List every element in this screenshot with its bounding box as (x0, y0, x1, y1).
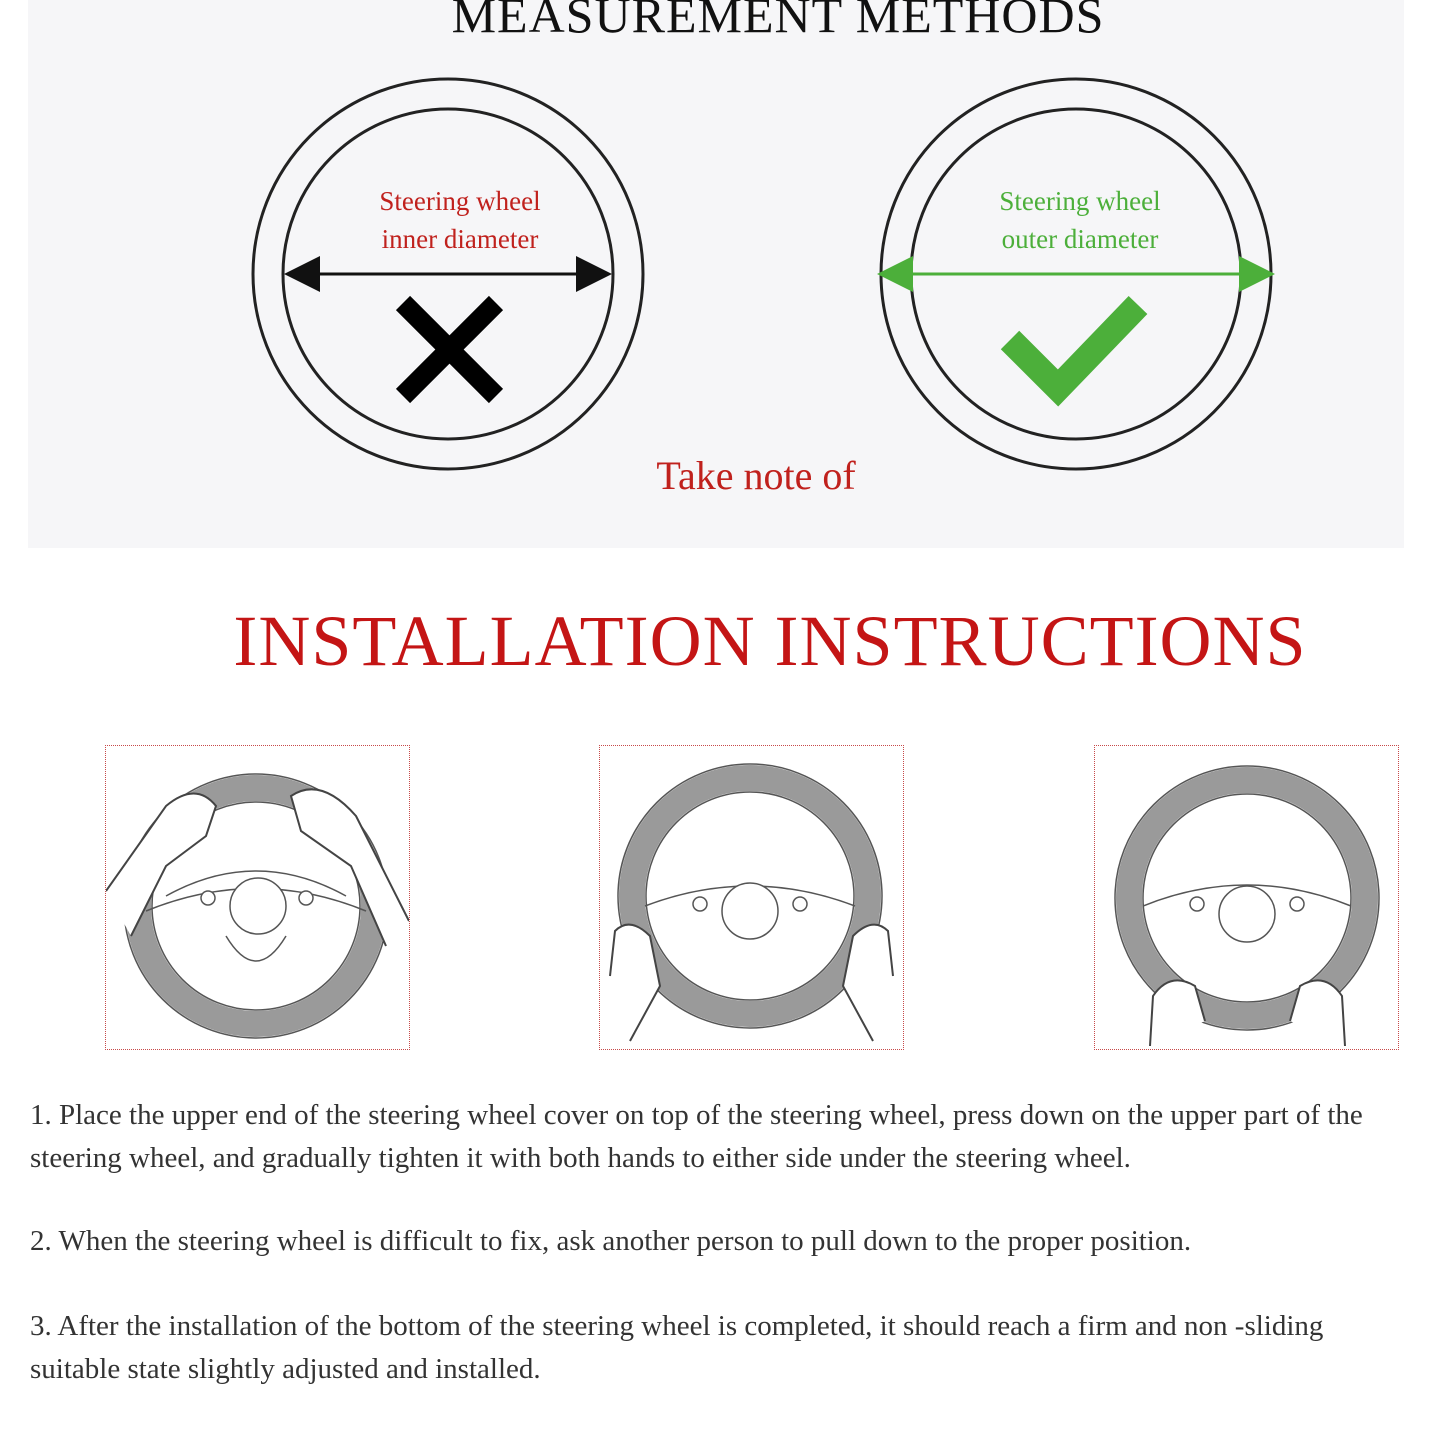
installation-title: INSTALLATION INSTRUCTIONS (233, 601, 1307, 681)
outer-label-line-1: Steering wheel (999, 186, 1161, 216)
take-note-text: Take note of (656, 453, 856, 498)
outer-diameter-wheel-icon (881, 79, 1271, 469)
x-mark-icon (403, 303, 496, 396)
outer-diameter-label (950, 182, 1210, 258)
installation-steps (30, 1094, 1400, 1431)
hands-bottom-steering-wheel-icon (1095, 746, 1398, 1049)
inner-diameter-label (330, 182, 590, 258)
step-text-3: 3. After the installation of the bottom of the steering wheel is completed, it should reach a firm and non -sliding suitable state slightly adjusted and installed. (30, 1310, 1324, 1385)
inner-label-line-1: Steering wheel (379, 186, 541, 216)
step-image-3 (1094, 745, 1399, 1050)
inner-diameter-wheel-icon (253, 79, 643, 469)
measurement-panel (28, 0, 1404, 548)
step-text-1: 1. Place the upper end of the steering wheel cover on top of the steering wheel, press down on the upper part of the steering wheel, and gradually tighten it with both hands to either side under the steering wheel. (30, 1099, 1363, 1174)
outer-label-line-2: outer diameter (1001, 224, 1159, 254)
measurement-title: MEASUREMENT METHODS (451, 0, 1105, 43)
hands-top-steering-wheel-icon (106, 746, 409, 1049)
check-mark-icon (1010, 305, 1138, 388)
hands-sides-steering-wheel-icon (600, 746, 903, 1049)
step-image-2 (599, 745, 904, 1050)
step-text-2: 2. When the steering wheel is difficult to fix, ask another person to pull down to the proper position. (30, 1225, 1192, 1257)
inner-label-line-2: inner diameter (381, 224, 539, 254)
step-image-1 (105, 745, 410, 1050)
